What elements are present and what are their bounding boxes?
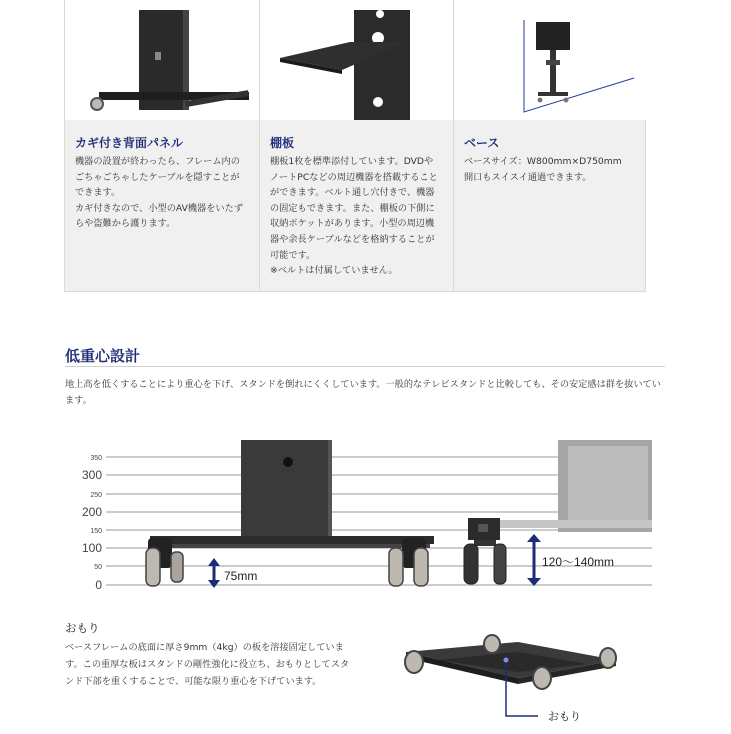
section-divider <box>65 366 665 367</box>
height-arrow-right <box>527 534 541 586</box>
height-diagram <box>64 440 664 600</box>
weight-plate-description: ベースフレームの底面に厚さ9mm（4kg）の板を溶接固定していま す。この重厚な板はスタンドの剛性強化に役立ち、おもりとしてスタ ンド下部を重くすることで、可能な限り重心を下げています。 <box>65 642 350 687</box>
feature-card-base <box>453 0 646 291</box>
y-tick-100: 100 <box>81 541 102 555</box>
weight-plate-callout: おもり <box>548 710 581 723</box>
height-arrow-left <box>208 558 220 588</box>
low-stand-illustration <box>146 440 434 586</box>
shelf-title: 棚板 <box>270 136 295 150</box>
weight-plate-title: おもり <box>65 621 100 635</box>
section-lead: 地上高を低くすることにより重心を下げ、スタンドを倒れにくくしています。一般的なテレビスタンドと比較しても、その安定感は群を抜いています。 <box>65 379 661 406</box>
back-panel-image <box>65 0 259 120</box>
section-title: 低重心設計 <box>65 347 141 365</box>
base-description: ベースサイズ：W800mm×D750mm 開口もスイスイ通過できます。 <box>464 156 622 183</box>
back-panel-title: カギ付き背面パネル <box>75 136 184 150</box>
shelf-description: 棚板1枚を標準添付しています。DVDや ノートPCなどの周辺機器を搭載すること ができます。ベルト通し穴付きで、機器 の固定もできます。また、棚板の下側に 収納ポケットがあります。小型の周辺機 器や余長ケーブルなどを格納することが 可能です。 ※ベルトは付属していません。 <box>270 156 438 277</box>
y-tick-200: 200 <box>81 505 102 519</box>
height-label-right: 120〜140mm <box>542 555 615 569</box>
y-tick-250: 250 <box>90 492 102 499</box>
back-panel-description: 機器の設置が終わったら、フレーム内の ごちゃごちゃしたケーブルを隠すことが できます。 カギ付きなので、小型のAV機器をいたず らや盗難から護ります。 <box>75 156 243 230</box>
shelf-image <box>260 0 453 120</box>
feature-card-back-panel <box>65 0 259 291</box>
y-tick-150: 150 <box>90 528 102 535</box>
y-tick-300: 300 <box>81 468 102 482</box>
base-title: ベース <box>464 136 500 150</box>
base-image <box>454 0 646 120</box>
y-tick-350: 350 <box>90 455 102 462</box>
height-label-left: 75mm <box>224 569 258 583</box>
feature-card-shelf <box>259 0 453 291</box>
y-tick-0: 0 <box>95 578 102 592</box>
y-tick-50: 50 <box>94 564 102 571</box>
weight-plate-illustration <box>398 630 638 730</box>
feature-cards <box>64 0 646 292</box>
